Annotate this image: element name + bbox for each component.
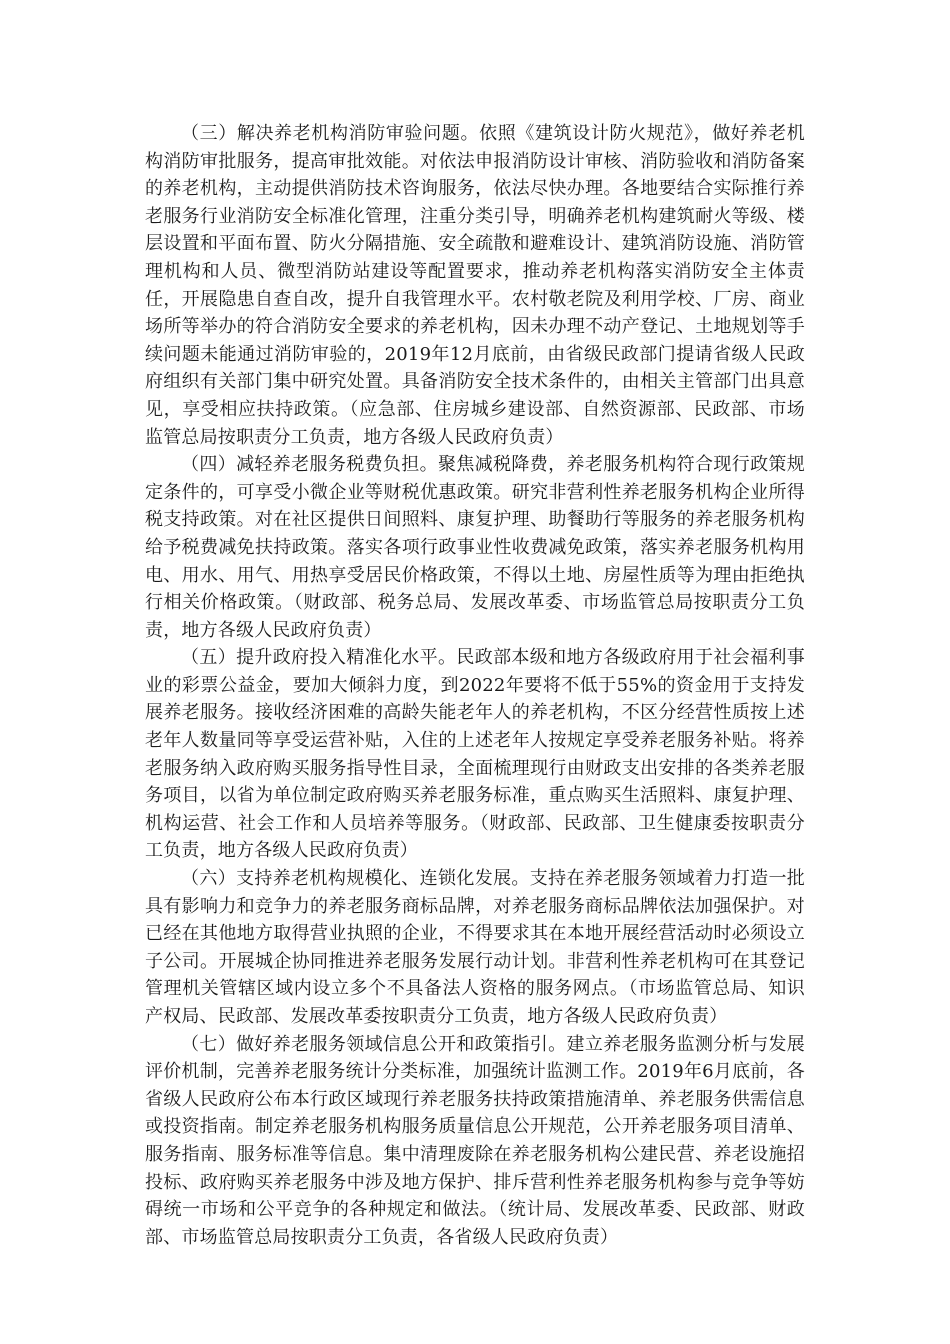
section-4-heading: （四）减轻养老服务税费负担。 xyxy=(181,454,438,476)
section-7-body: 建立养老服务监测分析与发展评价机制，完善养老服务统计分类标准，加强统计监测工作。2019年6月底前，各省级人民政府公布本行政区域现行养老服务扶持政策措施清单、养老服务供需信息或投资指南。制定养老服务机构服务质量信息公开规范，公开养老服务项目清单、服务指南、服务标准等信息。集中清理废除在养老服务机构公建民营、养老设施招投标、政府购买养老服务中涉及地方保护、排斥营利性养老服务机构参与竞争等妨碍统一市场和公平竞争的各种规定和做法。 xyxy=(145,1033,805,1221)
section-5-responsibility: （财政部、民政部、卫生健康委按职责分工负责，地方各级人民政府负责） xyxy=(145,812,805,862)
section-5-body: 民政部本级和地方各级政府用于社会福利事业的彩票公益金，要加大倾斜力度，到2022年要将不低于55%的资金用于支持发展养老服务。接收经济困难的高龄失能老年人的养老机构，不区分经营性质按上述老年人数量同等享受运营补贴，入住的上述老年人按规定享受养老服务补贴。将养老服务纳入政府购买服务指导性目录，全面梳理现行由财政支出安排的各类养老服务项目，以省为单位制定政府购买养老服务标准，重点购买生活照料、康复护理、机构运营、社会工作和人员培养等服务。 xyxy=(145,647,805,834)
section-3-heading: （三）解决养老机构消防审验问题。 xyxy=(181,123,480,144)
section-3-paragraph xyxy=(145,120,805,451)
section-4-paragraph xyxy=(145,451,805,644)
section-4-body: 聚焦减税降费，养老服务机构符合现行政策规定条件的，可享受小微企业等财税优惠政策。研究非营利性养老服务机构企业所得税支持政策。对在社区提供日间照料、康复护理、助餐助行等服务的养老服务机构给予税费减免扶持政策。落实各项行政事业性收费减免政策，落实养老服务机构用电、用水、用气、用热享受居民价格政策，不得以土地、房屋性质等为理由拒绝执行相关价格政策。 xyxy=(145,454,805,614)
section-5-paragraph xyxy=(145,644,805,865)
section-6-heading: （六）支持养老机构规模化、连锁化发展。 xyxy=(181,868,530,890)
section-7-responsibility: （统计局、发展改革委、民政部、财政部、市场监管总局按职责分工负责，各省级人民政府负责） xyxy=(145,1199,805,1248)
section-3-responsibility: （应急部、住房城乡建设部、自然资源部、民政部、市场监管总局按职责分工负责，地方各级人民政府负责） xyxy=(145,398,806,448)
section-4-responsibility: （财政部、税务总局、发展改革委、市场监管总局按职责分工负责，地方各级人民政府负责） xyxy=(145,592,805,641)
section-5-heading: （五）提升政府投入精准化水平。 xyxy=(181,647,457,669)
document-body xyxy=(145,120,805,1251)
section-3-body: 依照《建筑设计防火规范》，做好养老机构消防审批服务，提高审批效能。对依法申报消防设计审核、消防验收和消防备案的养老机构，主动提供消防技术咨询服务，依法尽快办理。各地要结合实际推行养老服务行业消防安全标准化管理，注重分类引导，明确养老机构建筑耐火等级、楼层设置和平面布置、防火分隔措施、安全疏散和避难设计、建筑消防设施、消防管理机构和人员、微型消防站建设等配置要求，推动养老机构落实消防安全主体责任，开展隐患自查自改，提升自我管理水平。农村敬老院及利用学校、厂房、商业场所等举办的符合消防安全要求的养老机构，因未办理不动产登记、土地规划等手续问题未能通过消防审验的，2019年12月底前，由省级民政部门提请省级人民政府组织有关部门集中研究处置。具备消防安全技术条件的，由相关主管部门出具意见，享受相应扶持政策。 xyxy=(145,123,805,420)
section-6-paragraph xyxy=(145,865,805,1031)
section-6-body: 支持在养老服务领域着力打造一批具有影响力和竞争力的养老服务商标品牌，对养老服务商标品牌依法加强保护。对已经在其他地方取得营业执照的企业，不得要求其在本地开展经营活动时必须设立子公司。开展城企协同推进养老服务发展行动计划。非营利性养老机构可在其登记管理机关管辖区域内设立多个不具备法人资格的服务网点。 xyxy=(145,868,805,1000)
section-7-heading: （七）做好养老服务领域信息公开和政策指引。 xyxy=(181,1033,567,1055)
section-7-paragraph xyxy=(145,1031,805,1252)
section-6-responsibility: （市场监管总局、知识产权局、民政部、发展改革委按职责分工负责，地方各级人民政府负责） xyxy=(145,978,805,1027)
